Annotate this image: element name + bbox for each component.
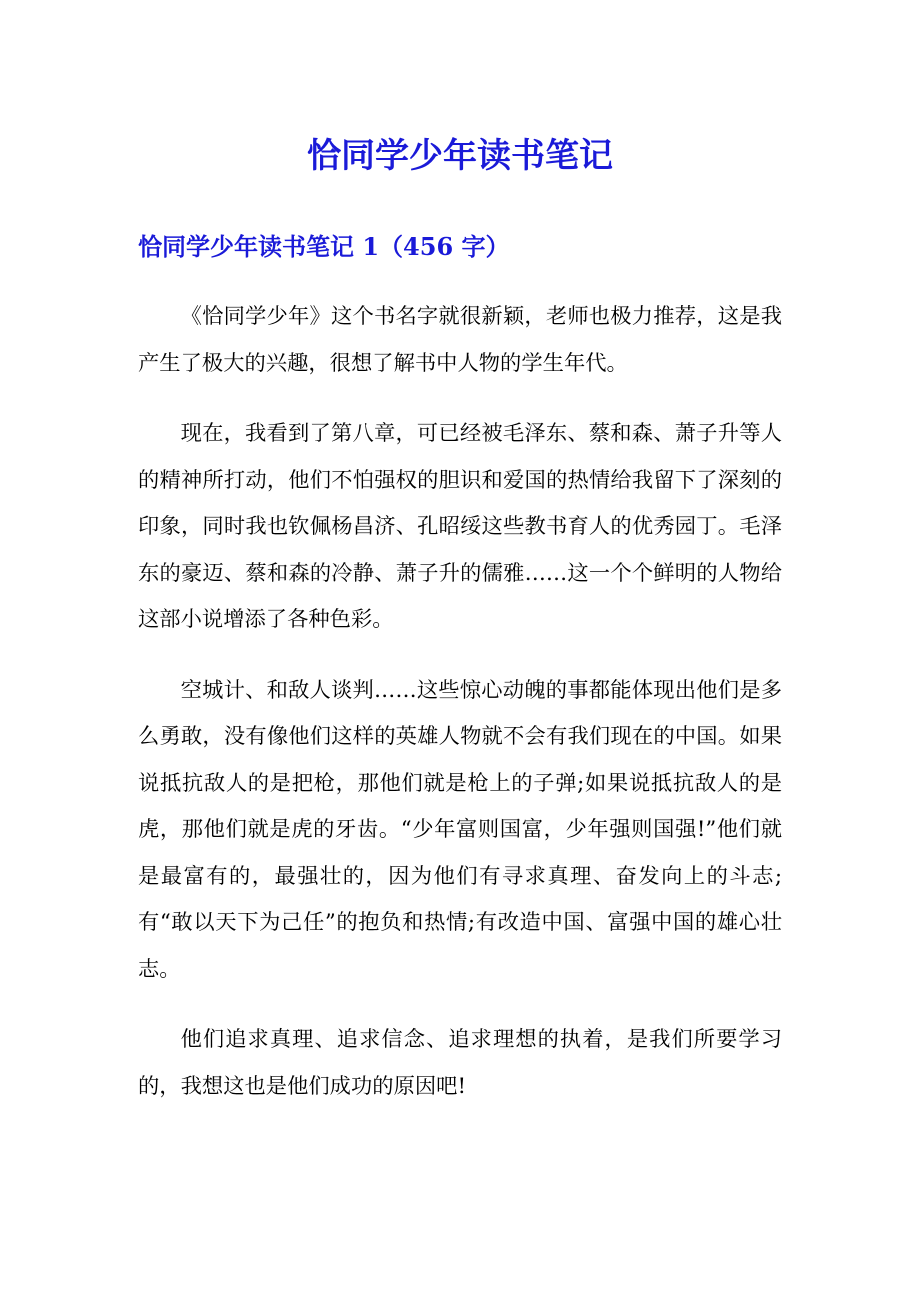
paragraph-1: 《恰同学少年》这个书名字就很新颖，老师也极力推荐，这是我产生了极大的兴趣，很想了解书中人物的学生年代。 [138, 304, 782, 376]
paragraph-3: 空城计、和敌人谈判……这些惊心动魄的事都能体现出他们是多么勇敢，没有像他们这样的英雄人物就不会有我们现在的中国。如果说抵抗敌人的是把枪，那他们就是枪上的子弹;如果说抵抗敌人的是虎，那他们就是虎的牙齿。“少年富则国富，少年强则国强!”他们就是最富有的，最强壮的，因为他们有寻求真理、奋发向上的斗志;有“敢以天下为己任”的抱负和热情;有改造中国、富强中国的雄心壮志。 [138, 677, 782, 982]
document-title: 恰同学少年读书笔记 [307, 136, 613, 176]
document-body [138, 294, 782, 1134]
paragraph-2: 现在，我看到了第八章，可已经被毛泽东、蔡和森、萧子升等人的精神所打动，他们不怕强权的胆识和爱国的热情给我留下了深刻的印象，同时我也钦佩杨昌济、孔昭绥这些教书育人的优秀园丁。毛泽东的豪迈、蔡和森的冷静、萧子升的儒雅……这一个个鲜明的人物给这部小说增添了各种色彩。 [138, 421, 782, 632]
section-heading: 恰同学少年读书笔记 1（456 字） [138, 232, 510, 261]
paragraph-4: 他们追求真理、追求信念、追求理想的执着，是我们所要学习的，我想这也是他们成功的原因吧! [138, 1027, 782, 1099]
